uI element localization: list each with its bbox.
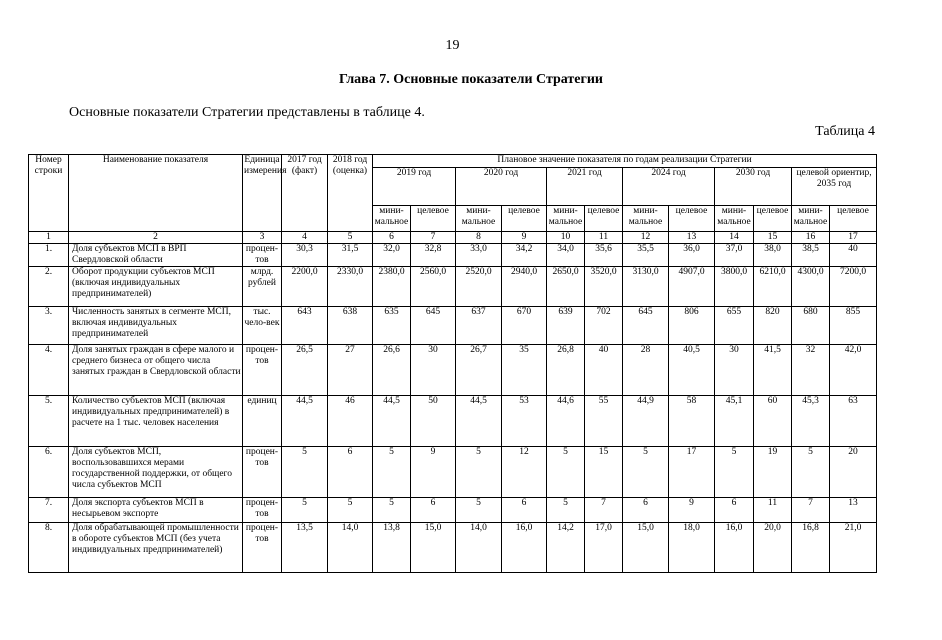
intro-text: Основные показатели Стратегии представлены в таблице 4. [69,105,425,120]
value-cell: 16,8 [792,523,830,573]
value-cell: 13 [830,498,877,523]
value-cell: 13,5 [282,523,328,573]
value-cell: 7 [585,498,623,523]
value-cell: 6 [623,498,669,523]
value-cell: 55 [585,396,623,447]
value-cell: 3130,0 [623,267,669,307]
value-cell: 6210,0 [754,267,792,307]
value-cell: 5 [456,447,502,498]
table-row [29,244,877,267]
indicator-unit: млрд. рублей [243,267,282,307]
value-cell: 44,5 [373,396,411,447]
value-cell: 6 [411,498,456,523]
value-cell: 6 [502,498,547,523]
header-2017: 2017 год (факт) [282,155,328,232]
header-year-2020: 2020 год [456,168,547,206]
value-cell: 806 [669,307,715,345]
value-cell: 44,6 [547,396,585,447]
header-target: целевое [669,206,715,232]
value-cell: 45,3 [792,396,830,447]
value-cell: 639 [547,307,585,345]
value-cell: 45,1 [715,396,754,447]
value-cell: 32 [792,345,830,396]
header-row-number: Номер строки [29,155,69,232]
header-min: мини-мальное [456,206,502,232]
header-target: целевое [502,206,547,232]
value-cell: 638 [328,307,373,345]
value-cell: 53 [502,396,547,447]
value-cell: 42,0 [830,345,877,396]
value-cell: 32,0 [373,244,411,267]
column-number: 16 [792,232,830,244]
column-number: 9 [502,232,547,244]
value-cell: 645 [623,307,669,345]
value-cell: 5 [623,447,669,498]
value-cell: 643 [282,307,328,345]
value-cell: 855 [830,307,877,345]
value-cell: 19 [754,447,792,498]
header-unit: Единица измерения [243,155,282,232]
indicator-unit: тыс. чело-век [243,307,282,345]
value-cell: 20 [830,447,877,498]
indicator-name: Доля обрабатывающей промышленности в обороте субъектов МСП (без учета индивидуальных предпринимателей) [69,523,243,573]
table-row [29,447,877,498]
value-cell: 40,5 [669,345,715,396]
value-cell: 5 [715,447,754,498]
value-cell: 32,8 [411,244,456,267]
chapter-title: Глава 7. Основные показатели Стратегии [338,72,603,87]
value-cell: 36,0 [669,244,715,267]
header-target: целевое [830,206,877,232]
value-cell: 820 [754,307,792,345]
value-cell: 63 [830,396,877,447]
table-row [29,498,877,523]
value-cell: 4300,0 [792,267,830,307]
table-row [29,523,877,573]
row-number: 3. [29,307,69,345]
value-cell: 30 [715,345,754,396]
column-number: 6 [373,232,411,244]
column-number: 15 [754,232,792,244]
indicator-unit: процен-тов [243,244,282,267]
value-cell: 26,8 [547,345,585,396]
indicator-name: Количество субъектов МСП (включая индивидуальных предпринимателей) в расчете на 1 тыс. человек населения [69,396,243,447]
row-number: 7. [29,498,69,523]
row-number: 1. [29,244,69,267]
value-cell: 2560,0 [411,267,456,307]
value-cell: 680 [792,307,830,345]
value-cell: 5 [282,498,328,523]
indicator-name: Численность занятых в сегменте МСП, включая индивидуальных предпринимателей [69,307,243,345]
value-cell: 37,0 [715,244,754,267]
column-number: 10 [547,232,585,244]
value-cell: 35 [502,345,547,396]
column-number: 4 [282,232,328,244]
value-cell: 41,5 [754,345,792,396]
value-cell: 5 [373,447,411,498]
value-cell: 28 [623,345,669,396]
value-cell: 5 [373,498,411,523]
header-min: мини-мальное [792,206,830,232]
table-row [29,267,877,307]
value-cell: 4907,0 [669,267,715,307]
indicator-unit: процен-тов [243,523,282,573]
value-cell: 17 [669,447,715,498]
value-cell: 31,5 [328,244,373,267]
value-cell: 35,6 [585,244,623,267]
value-cell: 38,5 [792,244,830,267]
column-number: 8 [456,232,502,244]
column-number: 5 [328,232,373,244]
value-cell: 14,0 [328,523,373,573]
indicator-name: Доля экспорта субъектов МСП в несырьевом экспорте [69,498,243,523]
value-cell: 2940,0 [502,267,547,307]
header-target: целевое [411,206,456,232]
value-cell: 13,8 [373,523,411,573]
value-cell: 26,7 [456,345,502,396]
value-cell: 60 [754,396,792,447]
value-cell: 30,3 [282,244,328,267]
value-cell: 27 [328,345,373,396]
value-cell: 2650,0 [547,267,585,307]
value-cell: 58 [669,396,715,447]
value-cell: 12 [502,447,547,498]
value-cell: 44,5 [456,396,502,447]
value-cell: 15,0 [623,523,669,573]
indicator-unit: единиц [243,396,282,447]
value-cell: 18,0 [669,523,715,573]
value-cell: 655 [715,307,754,345]
indicator-unit: процен-тов [243,447,282,498]
value-cell: 40 [830,244,877,267]
value-cell: 15,0 [411,523,456,573]
header-min: мини-мальное [547,206,585,232]
value-cell: 7 [792,498,830,523]
value-cell: 16,0 [502,523,547,573]
value-cell: 5 [792,447,830,498]
value-cell: 11 [754,498,792,523]
value-cell: 34,2 [502,244,547,267]
value-cell: 6 [715,498,754,523]
header-planned: Плановое значение показателя по годам реализации Стратегии [373,155,877,168]
column-number: 12 [623,232,669,244]
row-number: 8. [29,523,69,573]
indicator-name: Оборот продукции субъектов МСП (включая индивидуальных предпринимателей) [69,267,243,307]
value-cell: 44,5 [282,396,328,447]
column-number: 2 [69,232,243,244]
indicator-unit: процен-тов [243,345,282,396]
value-cell: 5 [456,498,502,523]
value-cell: 14,2 [547,523,585,573]
row-number: 5. [29,396,69,447]
indicator-unit: процен-тов [243,498,282,523]
header-year-2019: 2019 год [373,168,456,206]
header-target: целевое [754,206,792,232]
header-min: мини-мальное [623,206,669,232]
row-number: 2. [29,267,69,307]
indicator-name: Доля субъектов МСП в ВРП Свердловской области [69,244,243,267]
value-cell: 3800,0 [715,267,754,307]
column-number: 17 [830,232,877,244]
value-cell: 16,0 [715,523,754,573]
column-number: 7 [411,232,456,244]
value-cell: 5 [328,498,373,523]
header-2018: 2018 год (оценка) [328,155,373,232]
value-cell: 5 [547,498,585,523]
value-cell: 50 [411,396,456,447]
value-cell: 635 [373,307,411,345]
value-cell: 2520,0 [456,267,502,307]
header-year-2030: 2030 год [715,168,792,206]
value-cell: 2200,0 [282,267,328,307]
value-cell: 30 [411,345,456,396]
indicators-table [28,154,877,573]
value-cell: 670 [502,307,547,345]
value-cell: 7200,0 [830,267,877,307]
value-cell: 34,0 [547,244,585,267]
value-cell: 2380,0 [373,267,411,307]
value-cell: 14,0 [456,523,502,573]
header-min: мини-мальное [373,206,411,232]
column-number: 1 [29,232,69,244]
row-number: 4. [29,345,69,396]
value-cell: 9 [411,447,456,498]
value-cell: 15 [585,447,623,498]
header-min: мини-мальное [715,206,754,232]
header-year-2021: 2021 год [547,168,623,206]
value-cell: 26,5 [282,345,328,396]
column-number: 11 [585,232,623,244]
value-cell: 17,0 [585,523,623,573]
row-number: 6. [29,447,69,498]
table-row [29,396,877,447]
value-cell: 44,9 [623,396,669,447]
column-number: 3 [243,232,282,244]
indicator-name: Доля занятых граждан в сфере малого и среднего бизнеса от общего числа занятых граждан в Свердловской области [69,345,243,396]
table-caption: Таблица 4 [815,124,875,139]
header-indicator-name: Наименование показателя [69,155,243,232]
page-number: 19 [445,38,460,53]
table-row [29,307,877,345]
value-cell: 645 [411,307,456,345]
value-cell: 46 [328,396,373,447]
value-cell: 33,0 [456,244,502,267]
value-cell: 20,0 [754,523,792,573]
column-number: 14 [715,232,754,244]
value-cell: 2330,0 [328,267,373,307]
value-cell: 9 [669,498,715,523]
value-cell: 5 [282,447,328,498]
value-cell: 6 [328,447,373,498]
value-cell: 702 [585,307,623,345]
indicator-name: Доля субъектов МСП, воспользовавшихся мерами государственной поддержки, от общего числа субъектов МСП [69,447,243,498]
value-cell: 637 [456,307,502,345]
table-row [29,345,877,396]
value-cell: 21,0 [830,523,877,573]
value-cell: 5 [547,447,585,498]
header-year-2035: целевой ориентир, 2035 год [792,168,877,206]
value-cell: 35,5 [623,244,669,267]
header-year-2024: 2024 год [623,168,715,206]
column-number: 13 [669,232,715,244]
value-cell: 26,6 [373,345,411,396]
value-cell: 40 [585,345,623,396]
value-cell: 3520,0 [585,267,623,307]
header-target: целевое [585,206,623,232]
value-cell: 38,0 [754,244,792,267]
